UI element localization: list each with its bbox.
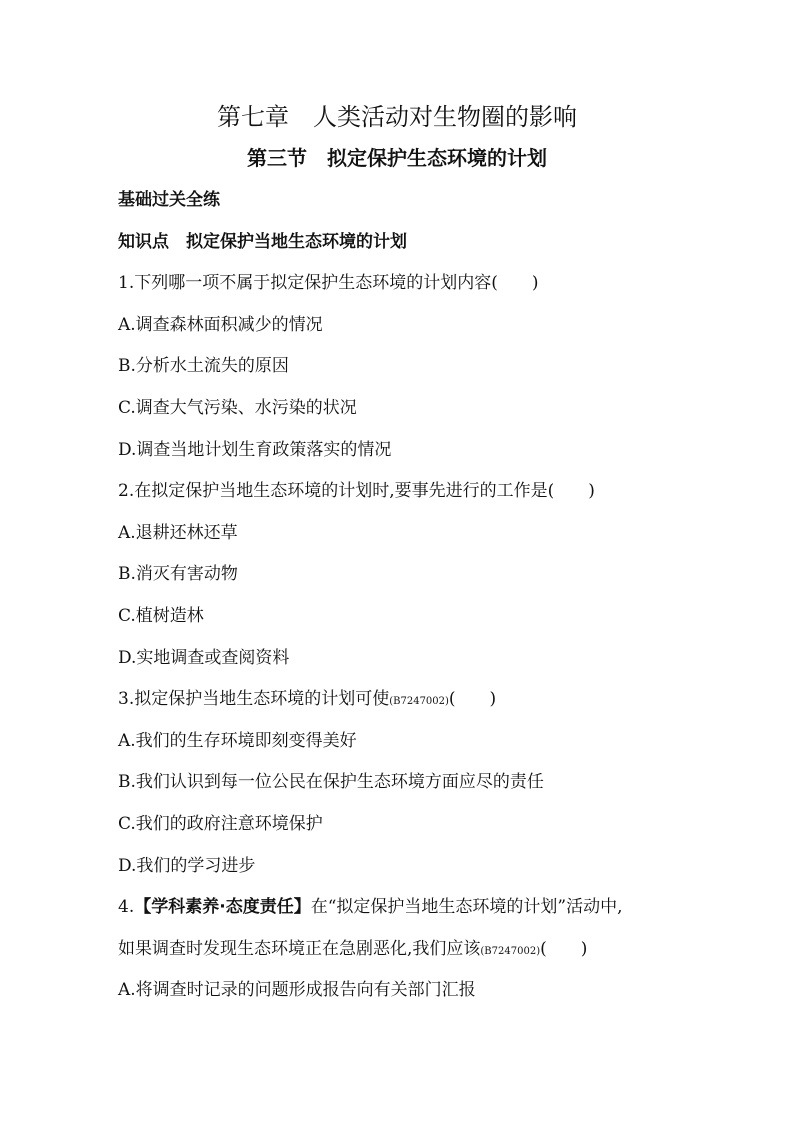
question-4-stem-line1 bbox=[118, 891, 678, 933]
question-1-option-a: A.调查森林面积减少的情况 bbox=[118, 314, 323, 335]
question-4-tag: 【学科素养·态度责任】 bbox=[134, 897, 311, 918]
question-4-number: 4. bbox=[118, 897, 135, 918]
question-2-option-a: A.退耕还林还草 bbox=[118, 522, 238, 543]
content-body bbox=[118, 184, 678, 1016]
practice-heading: 基础过关全练 bbox=[118, 190, 220, 210]
question-3-stem bbox=[118, 683, 678, 725]
question-4-stem-line2 bbox=[118, 933, 678, 975]
question-3-code: (B7247002) bbox=[389, 696, 449, 708]
question-2-stem: 2.在拟定保护当地生态环境的计划时,要事先进行的工作是( ) bbox=[118, 481, 595, 502]
question-3-option-d: D.我们的学习进步 bbox=[118, 855, 256, 876]
question-3-option-b: B.我们认识到每一位公民在保护生态环境方面应尽的责任 bbox=[118, 772, 544, 793]
question-1-stem: 1.下列哪一项不属于拟定保护生态环境的计划内容( ) bbox=[118, 273, 539, 294]
question-4-option-a: A.将调查时记录的问题形成报告向有关部门汇报 bbox=[118, 980, 476, 1001]
question-3-stem-text: 3.拟定保护当地生态环境的计划可使 bbox=[118, 689, 390, 710]
question-4-code: (B7247002) bbox=[480, 945, 541, 957]
question-1-option-c: C.调查大气污染、水污染的状况 bbox=[118, 397, 357, 418]
knowledge-point-heading: 知识点 拟定保护当地生态环境的计划 bbox=[118, 231, 407, 252]
question-1-option-b: B.分析水土流失的原因 bbox=[118, 356, 289, 377]
question-3-option-c: C.我们的政府注意环境保护 bbox=[118, 813, 323, 834]
question-1-option-d: D.调查当地计划生育政策落实的情况 bbox=[118, 439, 392, 460]
chapter-title: 第七章 人类活动对生物圈的影响 bbox=[217, 103, 577, 131]
question-4-stem-text: 在“拟定保护当地生态环境的计划”活动中, bbox=[310, 897, 623, 918]
question-4-stem-text-2: 如果调查时发现生态环境正在急剧恶化,我们应该 bbox=[118, 938, 481, 959]
question-4-answer-blank: ( ) bbox=[540, 938, 588, 959]
question-3-option-a: A.我们的生存环境即刻变得美好 bbox=[118, 730, 357, 751]
question-3-answer-blank: ( ) bbox=[448, 689, 497, 710]
question-2-option-d: D.实地调查或查阅资料 bbox=[118, 647, 290, 668]
question-2-option-b: B.消灭有害动物 bbox=[118, 564, 238, 585]
question-2-option-c: C.植树造林 bbox=[118, 605, 204, 626]
section-title: 第三节 拟定保护生态环境的计划 bbox=[247, 146, 547, 170]
